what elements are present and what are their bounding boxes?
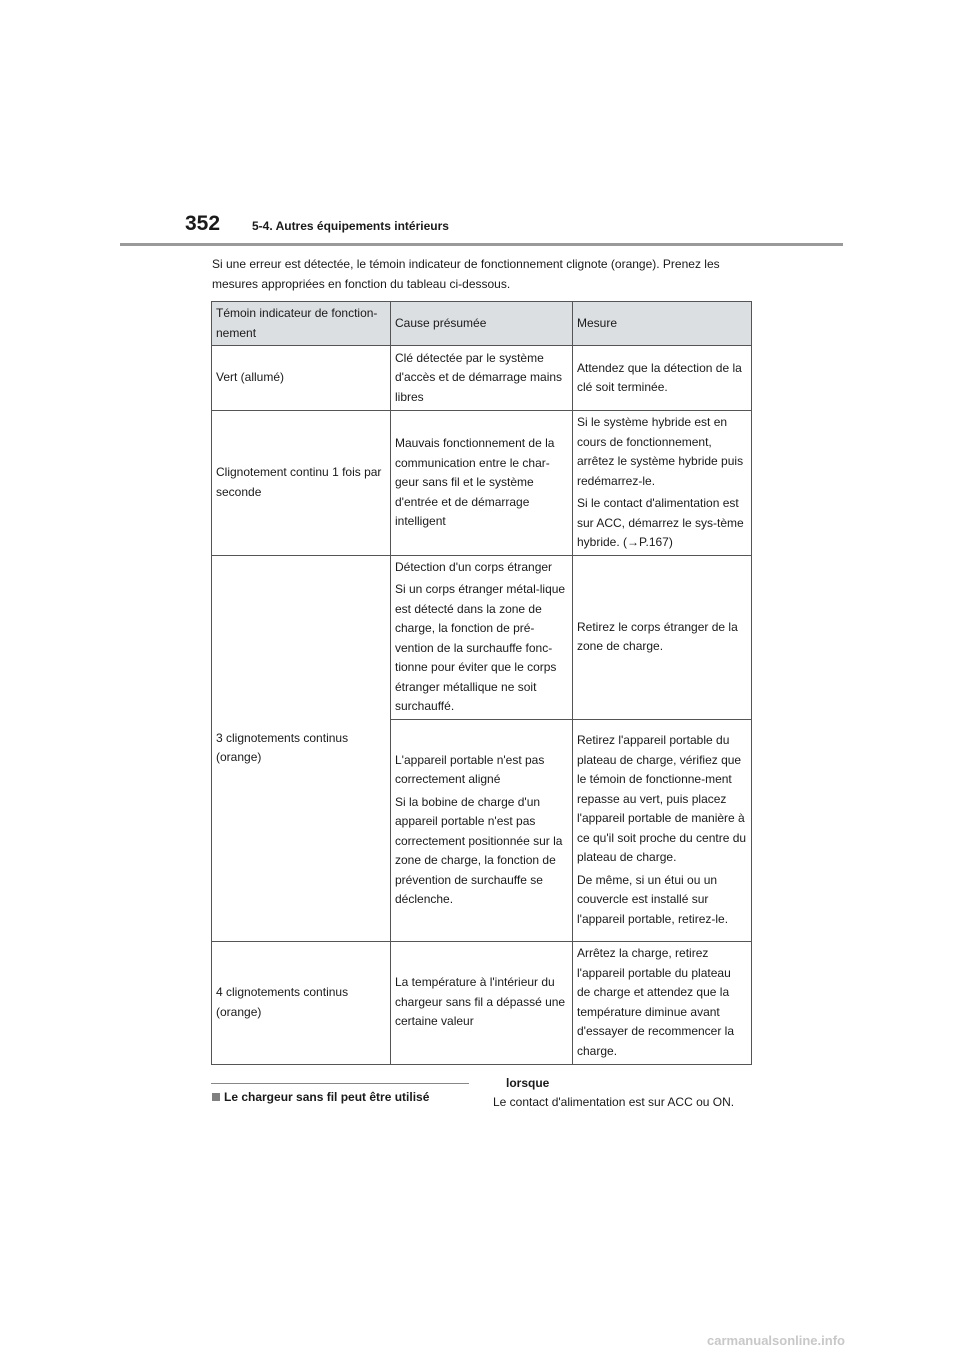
section-title: 5-4. Autres équipements intérieurs <box>252 219 449 233</box>
footer-heading <box>212 1090 429 1104</box>
indicator-cell: 4 clignotements continus (orange) <box>212 941 391 1064</box>
square-bullet-icon <box>212 1093 220 1101</box>
cause-cell: L'appareil portable n'est pas correctement aligné Si la bobine de charge d'un appareil portable n'est pas correctement positionnée sur la zone de charge, la fonction de prévention de surchauffe se déclenche. <box>391 719 573 941</box>
cause-cell: La température à l'intérieur du chargeur sans fil a dépassé une certaine valeur <box>391 941 573 1064</box>
cause-cell: Détection d'un corps étranger Si un corps étranger métal-lique est détecté dans la zone de charge, la fonction de pré-vention de la surchauffe fonc-tionne pour éviter que le corps étranger métallique ne soit surchauffé. <box>391 555 573 719</box>
page-number: 352 <box>185 212 221 235</box>
table-header-row <box>212 302 752 346</box>
column-header-cause: Cause présumée <box>391 302 573 346</box>
table-row <box>212 346 752 411</box>
measure-cell: Arrêtez la charge, retirez l'appareil portable du plateau de charge et attendez que la température diminue avant d'essayer de recommencer la charge. <box>573 941 752 1064</box>
indicator-cell: Vert (allumé) <box>212 346 391 411</box>
error-indicator-table <box>211 301 752 1065</box>
column-header-measure: Mesure <box>573 302 752 346</box>
footer-divider <box>211 1083 469 1084</box>
cause-cell: Mauvais fonctionnement de la communication entre le char-geur sans fil et le système d'entrée et de démarrage intelligent <box>391 411 573 556</box>
indicator-cell: 3 clignotements continus (orange) <box>212 555 391 941</box>
indicator-cell: Clignotement continu 1 fois par seconde <box>212 411 391 556</box>
footer-text: Le contact d'alimentation est sur ACC ou ON. <box>493 1095 735 1109</box>
watermark: carmanualsonline.info <box>707 1333 845 1348</box>
table-row <box>212 941 752 1064</box>
measure-cell: Retirez l'appareil portable du plateau de charge, vérifiez que le témoin de fonctionne-ment repasse au vert, puis placez l'appareil portable de manière à ce qu'il soit proche du centre du plateau de charge. De même, si un étui ou un couvercle est installé sur l'appareil portable, retirez-le. <box>573 719 752 941</box>
footer-heading-continuation: lorsque <box>506 1076 550 1090</box>
table-row <box>212 555 752 719</box>
header-divider <box>120 243 843 246</box>
column-header-indicator: Témoin indicateur de fonction-nement <box>212 302 391 346</box>
intro-paragraph: Si une erreur est détectée, le témoin indicateur de fonctionnement clignote (orange). Prenez les mesures appropriées en fonction du tableau ci-dessous. <box>212 257 720 291</box>
measure-cell: Attendez que la détection de la clé soit terminée. <box>573 346 752 411</box>
cause-cell: Clé détectée par le système d'accès et de démarrage mains libres <box>391 346 573 411</box>
measure-cell: Si le système hybride est en cours de fonctionnement, arrêtez le système hybride puis redémarrez-le. Si le contact d'alimentation est sur ACC, démarrez le sys-tème hybride. (→P.167) <box>573 411 752 556</box>
measure-cell: Retirez le corps étranger de la zone de charge. <box>573 555 752 719</box>
table-row <box>212 411 752 556</box>
footer-heading-text: Le chargeur sans fil peut être utilisé <box>224 1090 430 1104</box>
